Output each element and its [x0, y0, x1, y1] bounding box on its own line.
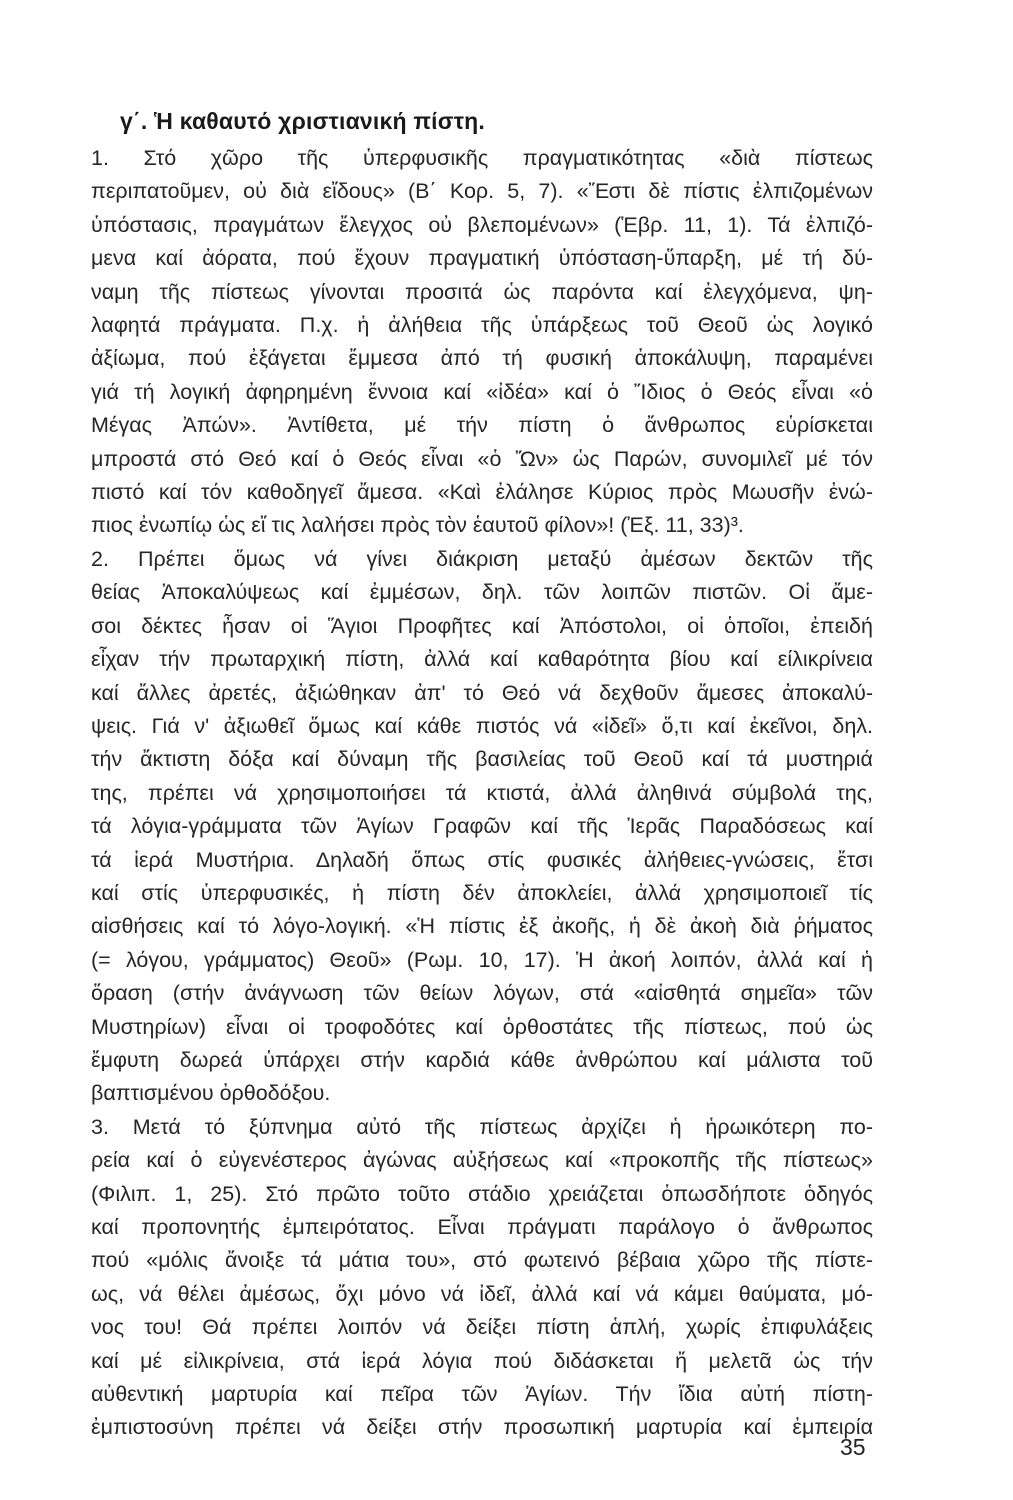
text-line: τήν ἄκτιστη δόξα καί δύναμη τῆς βασιλείας τοῦ Θεοῦ καί τά μυστηριά: [91, 747, 873, 772]
text-line: 3. Μετά τό ξύπνημα αὐτό τῆς πίστεως ἀρχίζει ἡ ἡρωικότερη πο-: [91, 1114, 873, 1139]
text-line: Μέγας Ἀπών». Ἀντίθετα, μέ τήν πίστη ὁ ἄνθρωπος εὑρίσκεται: [91, 413, 873, 438]
text-line: βαπτισμένου ὀρθοδόξου.: [91, 1081, 331, 1106]
text-line: ναμη τῆς πίστεως γίνονται προσιτά ὡς παρόντα καί ἐλεγχόμενα, ψη-: [91, 279, 873, 304]
text-line: ἀξίωμα, πού ἐξάγεται ἔμμεσα ἀπό τή φυσική ἀποκάλυψη, παραμένει: [91, 346, 873, 371]
text-line: ψεις. Γιά ν' ἀξιωθεῖ ὅμως καί κάθε πιστός νά «ἰδεῖ» ὅ,τι καί ἐκεῖνοι, δηλ.: [91, 713, 873, 738]
text-line: 2. Πρέπει ὅμως νά γίνει διάκριση μεταξύ ἀμέσων δεκτῶν τῆς: [91, 546, 873, 571]
text-line: Μυστηρίων) εἶναι οἱ τροφοδότες καί ὀρθοστάτες τῆς πίστεως, πού ὡς: [91, 1014, 873, 1039]
text-line: ὑπόστασις, πραγμάτων ἔλεγχος οὐ βλεπομένων» (Ἑβρ. 11, 1). Τά ἐλπιζό-: [91, 212, 873, 237]
text-line: (= λόγου, γράμματος) Θεοῦ» (Ρωμ. 10, 17). Ἡ ἀκοή λοιπόν, ἀλλά καί ἡ: [91, 947, 873, 972]
text-line: της, πρέπει νά χρησιμοποιήσει τά κτιστά, ἀλλά ἀληθινά σύμβολά της,: [91, 780, 873, 805]
text-line: τά ἱερά Μυστήρια. Δηλαδή ὅπως στίς φυσικές ἀλήθειες-γνώσεις, ἔτσι: [91, 847, 873, 872]
text-line: καί στίς ὑπερφυσικές, ἡ πίστη δέν ἀποκλείει, ἀλλά χρησιμοποιεῖ τίς: [91, 880, 873, 905]
body-text: [91, 142, 873, 1445]
text-line: λαφητά πράγματα. Π.χ. ἡ ἀλήθεια τῆς ὑπάρξεως τοῦ Θεοῦ ὡς λογικό: [91, 313, 873, 338]
text-line: τά λόγια-γράμματα τῶν Ἁγίων Γραφῶν καί τῆς Ἱερᾶς Παραδόσεως καί: [91, 814, 873, 839]
text-line: πού «μόλις ἄνοιξε τά μάτια του», στό φωτεινό βέβαια χῶρο τῆς πίστε-: [91, 1248, 873, 1273]
text-line: θείας Ἀποκαλύψεως καί ἐμμέσων, δηλ. τῶν λοιπῶν πιστῶν. Οἱ ἄμε-: [91, 580, 873, 605]
text-line: μενα καί ἀόρατα, πού ἔχουν πραγματική ὑπόσταση-ὕπαρξη, μέ τή δύ-: [91, 246, 873, 271]
text-line: ρεία καί ὁ εὐγενέστερος ἀγώνας αὐξήσεως καί «προκοπῆς τῆς πίστεως»: [91, 1148, 873, 1173]
text-line: περιπατοῦμεν, οὐ διὰ εἴδους» (Β΄ Κορ. 5, 7). «Ἔστι δὲ πίστις ἐλπιζομένων: [91, 179, 873, 204]
text-line: πιος ἐνωπίῳ ὡς εἴ τις λαλήσει πρὸς τὸν ἑαυτοῦ φίλον»! (Ἐξ. 11, 33)³.: [91, 513, 744, 538]
text-line: (Φιλιπ. 1, 25). Στό πρῶτο τοῦτο στάδιο χρειάζεται ὁπωσδήποτε ὁδηγός: [91, 1181, 873, 1206]
text-line: γιά τή λογική ἀφηρημένη ἔννοια καί «ἰδέα» καί ὁ Ἴδιος ὁ Θεός εἶναι «ὁ: [91, 379, 873, 404]
text-line: ἐμπιστοσύνη πρέπει νά δείξει στήν προσωπική μαρτυρία καί ἐμπειρία: [91, 1415, 873, 1440]
text-line: καί προπονητής ἐμπειρότατος. Εἶναι πράγματι παράλογο ὁ ἄνθρωπος: [91, 1215, 873, 1239]
page-number: 35: [840, 1434, 866, 1460]
text-line: ὅραση (στήν ἀνάγνωση τῶν θείων λόγων, στά «αἰσθητά σημεῖα» τῶν: [91, 981, 873, 1006]
text-line: καί ἄλλες ἀρετές, ἀξιώθηκαν ἀπ' τό Θεό νά δεχθοῦν ἄμεσες ἀποκαλύ-: [91, 680, 873, 705]
text-line: μπροστά στό Θεό καί ὁ Θεός εἶναι «ὁ Ὤν» ὡς Παρών, συνομιλεῖ μέ τόν: [91, 446, 873, 471]
text-line: πιστό καί τόν καθοδηγεῖ ἄμεσα. «Καὶ ἐλάλησε Κύριος πρὸς Μωυσῆν ἐνώ-: [91, 480, 873, 505]
text-line: σοι δέκτες ἦσαν οἱ Ἅγιοι Προφῆτες καί Ἀπόστολοι, οἱ ὁποῖοι, ἐπειδή: [91, 613, 873, 638]
text-line: καί μέ εἰλικρίνεια, στά ἱερά λόγια πού διδάσκεται ἤ μελετᾶ ὡς τήν: [91, 1348, 873, 1373]
text-line: νος του! Θά πρέπει λοιπόν νά δείξει πίστη ἁπλή, χωρίς ἐπιφυλάξεις: [91, 1315, 873, 1340]
section-heading: γ΄. Ἡ καθαυτό χριστιανική πίστη.: [120, 108, 486, 134]
text-line: αἰσθήσεις καί τό λόγο-λογική. «Ἡ πίστις ἐξ ἀκοῆς, ἡ δὲ ἀκοὴ διὰ ῥήματος: [91, 914, 873, 939]
text-line: 1. Στό χῶρο τῆς ὑπερφυσικῆς πραγματικότητας «διὰ πίστεως: [91, 146, 873, 170]
text-line: εἶχαν τήν πρωταρχική πίστη, ἀλλά καί καθαρότητα βίου καί είλικρίνεια: [91, 647, 873, 672]
text-line: αὐθεντική μαρτυρία καί πεῖρα τῶν Ἁγίων. Τήν ἴδια αὐτή πίστη-: [91, 1382, 873, 1407]
text-line: ἔμφυτη δωρεά ὑπάρχει στήν καρδιά κάθε ἀνθρώπου καί μάλιστα τοῦ: [91, 1047, 873, 1072]
text-line: ως, νά θέλει ἀμέσως, ὄχι μόνο νά ἰδεῖ, ἀλλά καί νά κάμει θαύματα, μό-: [91, 1281, 873, 1306]
